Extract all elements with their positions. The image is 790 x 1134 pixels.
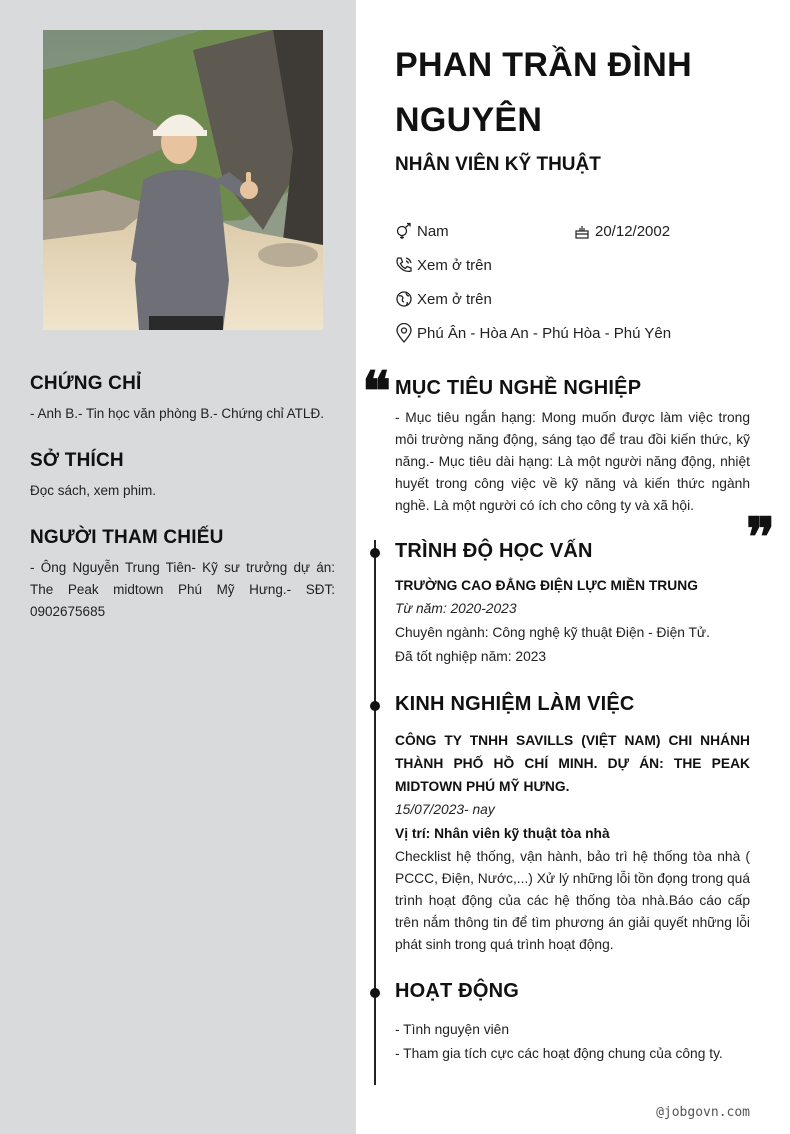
name-line-1: PHAN TRẦN ĐÌNH [395, 46, 692, 84]
experience-title: KINH NGHIỆM LÀM VIỆC [395, 693, 635, 715]
references-text: - Ông Nguyễn Trung Tiên- Kỹ sư trưởng dự án: The Peak midtown Phú Mỹ Hưng.- SĐT: 0902675685 [30, 560, 335, 619]
website-row [395, 288, 492, 310]
hobbies-title: SỞ THÍCH [30, 450, 124, 471]
certificates-section [30, 373, 335, 425]
certificates-text: - Anh B.- Tin học văn phòng B.- Chứng chỉ ATLĐ. [30, 406, 324, 421]
birthdate-row [573, 220, 670, 242]
education-period: Từ năm: 2020-2023 [395, 601, 517, 616]
profile-photo [43, 30, 323, 330]
location-pin-icon [395, 324, 413, 342]
hobbies-section [30, 450, 335, 502]
activities-list [395, 1018, 750, 1066]
phone-value: Xem ở trên [417, 256, 492, 274]
experience-description: Checklist hệ thống, vận hành, bảo trì hệ thống tòa nhà ( PCCC, Điện, Nước,...) Xử lý những lỗi tồn đọng trong quá trình hoạt động của các hệ thống tòa nhà.Báo cáo cấp trên nắm thông tin để tìm phương án giải quyết những lỗi phát sinh trong quá trình hoạt động. [395, 849, 751, 952]
company-name: CÔNG TY TNHH SAVILLS (VIỆT NAM) CHI NHÁNH THÀNH PHỐ HỒ CHÍ MINH. DỰ ÁN: THE PEAK MIDTOWN PHÚ MỸ HƯNG. [395, 733, 750, 794]
phone-row [395, 254, 492, 276]
timeline-line [374, 540, 376, 1085]
watermark: @jobgovn.com [656, 1105, 750, 1120]
activity-item: - Tình nguyện viên [395, 1022, 510, 1037]
activities-title: HOẠT ĐỘNG [395, 980, 520, 1002]
open-quote-icon: ❝ [362, 359, 392, 423]
gender-value: Nam [417, 222, 449, 240]
references-title: NGƯỜI THAM CHIẾU [30, 527, 224, 548]
objective-text: - Mục tiêu ngắn hạng: Mong muốn được làm việc trong môi trường năng động, sáng tạo để trau đồi kiến thức, kỹ năng.- Mục tiêu dài hạng: Là một người năng động, nhiệt huyết trong công việc về kỹ năng và kiến thức ngành nghề. Là một người có ích cho công ty và xã hội. [395, 410, 750, 513]
objective-title: MỤC TIÊU NGHỀ NGHIỆP [395, 377, 642, 399]
experience-position: Vị trí: Nhân viên kỹ thuật tòa nhà [395, 826, 610, 841]
candidate-name [395, 38, 755, 148]
gender-row [395, 220, 449, 242]
education-graduated: Đã tốt nghiệp năm: 2023 [395, 649, 547, 664]
gender-icon [395, 222, 413, 240]
cake-icon [573, 222, 591, 240]
certificates-title: CHỨNG CHỈ [30, 373, 142, 394]
experience-details [395, 729, 750, 956]
education-details [395, 575, 750, 668]
website-value: Xem ở trên [417, 290, 492, 308]
school-name: TRƯỜNG CAO ĐẲNG ĐIỆN LỰC MIỀN TRUNG [395, 578, 698, 593]
phone-icon [395, 256, 413, 274]
name-line-2: NGUYÊN [395, 101, 543, 139]
globe-icon [395, 290, 413, 308]
activity-item: - Tham gia tích cực các hoạt động chung của công ty. [395, 1046, 723, 1061]
timeline-dot [370, 701, 380, 711]
education-title: TRÌNH ĐỘ HỌC VẤN [395, 540, 593, 562]
timeline-dot [370, 548, 380, 558]
address-row [395, 322, 671, 344]
hobbies-text: Đọc sách, xem phim. [30, 483, 157, 498]
address-value: Phú Ân - Hòa An - Phú Hòa - Phú Yên [417, 324, 672, 342]
job-title: NHÂN VIÊN KỸ THUẬT [395, 154, 601, 175]
education-major: Chuyên ngành: Công nghệ kỹ thuật Điện - Điện Tử. [395, 625, 711, 640]
experience-period: 15/07/2023- nay [395, 802, 495, 817]
birthdate-value: 20/12/2002 [595, 222, 671, 240]
timeline-dot [370, 988, 380, 998]
references-section [30, 527, 335, 623]
close-quote-icon: ❞ [746, 505, 776, 569]
